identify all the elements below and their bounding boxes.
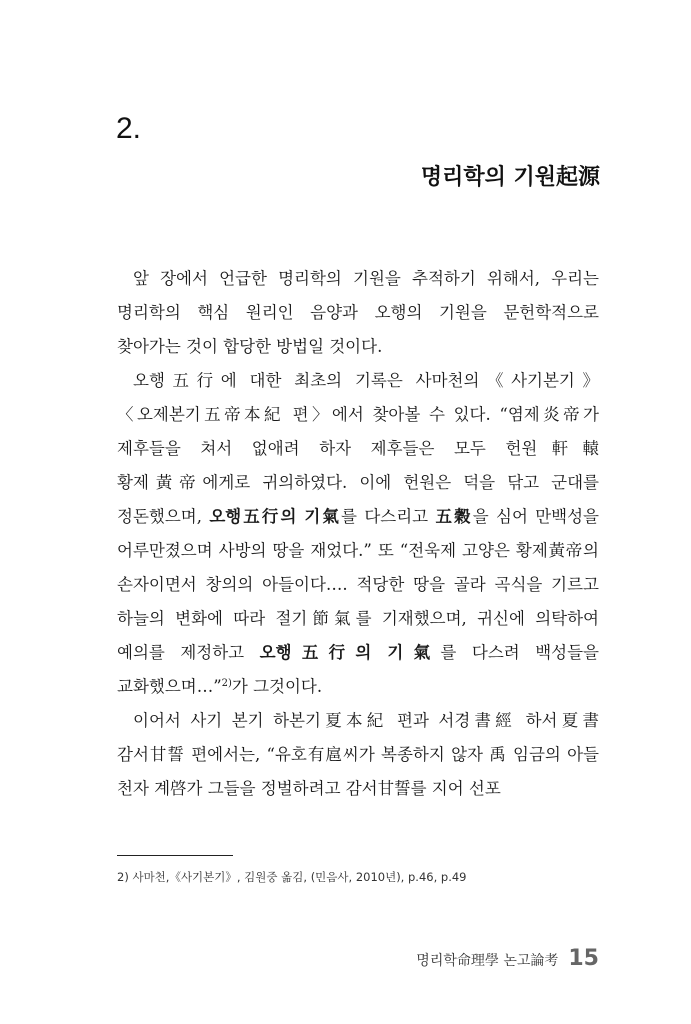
text-run: 을 심어 만백성을 어루만졌으며 사방의 땅을 재었다.” 또 “전욱제 고양은 황제黃帝의 손자이면서 창의의 아들이다…. 적당한 땅을 골라 곡식을 기르고 하늘의 변화에 따라 절기節氣를 기재했으며, 귀신에 의탁하여 예의를 제정하고 bbox=[117, 507, 600, 662]
body-paragraph bbox=[117, 262, 599, 364]
chapter-title: 명리학의 기원起源 bbox=[420, 165, 600, 190]
page-number: 15 bbox=[568, 946, 599, 971]
page-footer bbox=[416, 946, 599, 971]
emphasis-text: 오행五行의 기氣 bbox=[259, 643, 441, 662]
footnote-reference: 2) bbox=[221, 678, 232, 689]
footnote: 2) 사마천,《사기본기》, 김원중 옮김, (민음사, 2010년), p.46, p.49 bbox=[117, 870, 467, 884]
footnote-divider bbox=[117, 855, 233, 856]
text-run: 앞 장에서 언급한 명리학의 기원을 추적하기 위해서, 우리는 명리학의 핵심 원리인 음양과 오행의 기원을 문헌학적으로 찾아가는 것이 합당한 방법일 것이다. bbox=[117, 269, 599, 356]
text-run: 이어서 사기 본기 하본기夏本紀 편과 서경書經 하서夏書 감서甘誓 편에서는, “유호有扈씨가 복종하지 않자 禹 임금의 아들 천자 계啓가 그들을 정벌하려고 감서甘誓를 지어 선포 bbox=[117, 711, 599, 798]
chapter-number: 2. bbox=[116, 112, 142, 145]
text-run: 가 그것이다. bbox=[231, 677, 323, 696]
emphasis-text: 오행五行의 기氣 bbox=[209, 507, 342, 526]
text-run: 를 다스리고 bbox=[341, 507, 436, 526]
emphasis-text: 五穀 bbox=[435, 507, 473, 526]
text-run: 오행五行에 대한 최초의 기록은 사마천의《사기본기》〈오제본기五帝本紀 편〉에서 찾아볼 수 있다. “염제炎帝가 제후들을 쳐서 없애려 하자 제후들은 모두 헌원軒轅 황제黃帝에게로 귀의하였다. 이에 헌원은 덕을 닦고 군대를 정돈했으며, bbox=[117, 371, 599, 526]
body-paragraph bbox=[117, 704, 599, 806]
body-text bbox=[117, 262, 599, 806]
text-run: 를 다스려 백성들을 교화했으며…” bbox=[117, 643, 599, 696]
body-paragraph bbox=[117, 364, 599, 704]
running-title: 명리학命理學 논고論考 bbox=[416, 953, 559, 969]
